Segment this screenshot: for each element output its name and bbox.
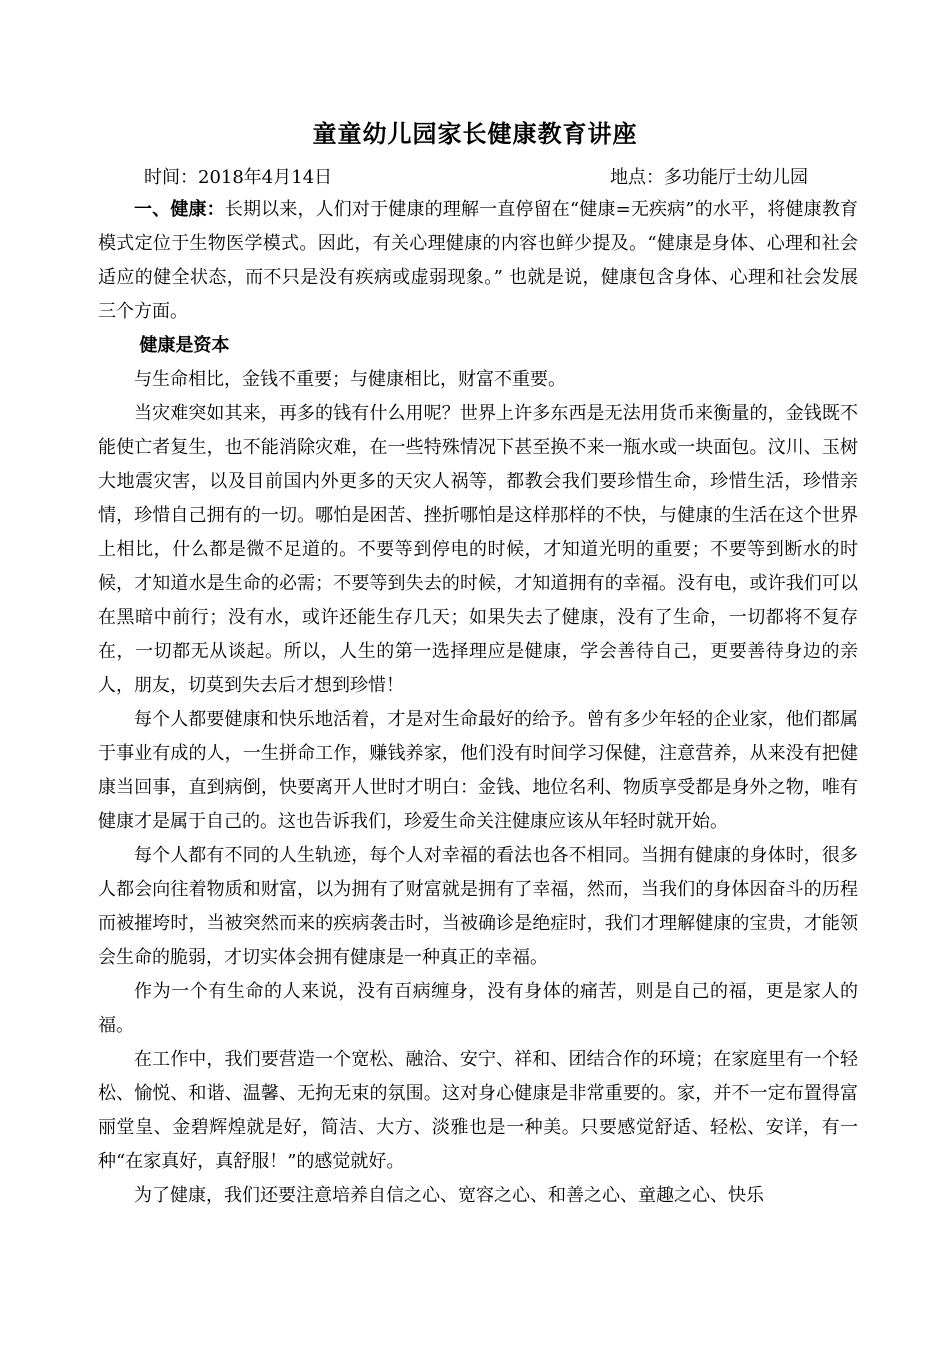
subheading: 健康是资本 bbox=[139, 335, 230, 356]
paragraph: 作为一个有生命的人来说，没有百病缠身，没有身体的痛苦，则是自己的福，更是家人的福。 bbox=[98, 981, 858, 1036]
event-info-row bbox=[98, 161, 858, 195]
paragraph: 当灾难突如其来，再多的钱有什么用呢？世界上许多东西是无法用货币来衡量的，金钱既不能使亡者复生，也不能消除灾难，在一些特殊情况下甚至换不来一瓶水或一块面包。汶川、玉树大地震灾害，以及目前国内外更多的天灾人祸等，都教会我们要珍惜生命，珍惜生活，珍惜亲情，珍惜自己拥有的一切。哪怕是困苦、挫折哪怕是这样那样的不快，与健康的生活在这个世界上相比，什么都是微不足道的。不要等到停电的时候，才知道光明的重要；不要等到断水的时候，才知道水是生命的必需；不要等到失去的时候，才知道拥有的幸福。没有电，或许我们可以在黑暗中前行；没有水，或许还能生存几天；如果失去了健康，没有了生命，一切都将不复存在，一切都无从谈起。所以，人生的第一选择理应是健康，学会善待自己，更要善待身边的亲人，朋友，切莫到失去后才想到珍惜！ bbox=[98, 403, 858, 696]
event-place: 地点：多功能厅士幼儿园 bbox=[610, 167, 808, 188]
document-title: 童童幼儿园家长健康教育讲座 bbox=[312, 119, 638, 148]
paragraph: 与生命相比，金钱不重要；与健康相比，财富不重要。 bbox=[134, 369, 566, 390]
paragraph: 在工作中，我们要营造一个宽松、融洽、安宁、祥和、团结合作的环境；在家庭里有一个轻松、愉悦、和谐、温馨、无拘无束的氛围。这对身心健康是非常重要的。家，并不一定布置得富丽堂皇、金碧辉煌就是好，简洁、大方、淡雅也是一种美。只要感觉舒适、轻松、安详，有一种“在家真好，真舒服！”的感觉就好。 bbox=[98, 1049, 858, 1172]
section-1-text: 长期以来，人们对于健康的理解一直停留在“健康=无疾病”的水平，将健康教育模式定位于生物医学模式。因此，有关心理健康的内容也鲜少提及。“健康是身体、心理和社会适应的健全状态，而不只是没有疾病或虚弱现象。” 也就是说，健康包含身体、心理和社会发展三个方面。 bbox=[98, 199, 858, 322]
paragraph: 为了健康，我们还要注意培养自信之心、宽容之心、和善之心、童趣之心、快乐 bbox=[134, 1185, 764, 1206]
paragraph: 每个人都要健康和快乐地活着，才是对生命最好的给予。曾有多少年轻的企业家，他们都属于事业有成的人，一生拼命工作，赚钱养家，他们没有时间学习保健，注意营养，从来没有把健康当回事，直到病倒，快要离开人世时才明白：金钱、地位名利、物质享受都是身外之物，唯有健康才是属于自己的。这也告诉我们，珍爱生命关注健康应该从年轻时就开始。 bbox=[98, 709, 858, 832]
section-1-heading: 一、健康： bbox=[134, 199, 225, 220]
paragraph: 每个人都有不同的人生轨迹，每个人对幸福的看法也各不相同。当拥有健康的身体时，很多人都会向往着物质和财富，以为拥有了财富就是拥有了幸福，然而，当我们的身体因奋斗的历程而被摧垮时，当被突然而来的疾病袭击时，当被确诊是绝症时，我们才理解健康的宝贵，才能领会生命的脆弱，才切实体会拥有健康是一种真正的幸福。 bbox=[98, 845, 858, 968]
section-1-paragraph bbox=[98, 193, 858, 329]
event-time: 时间：2018年4月14日 bbox=[144, 167, 333, 188]
document-body bbox=[98, 193, 858, 1253]
